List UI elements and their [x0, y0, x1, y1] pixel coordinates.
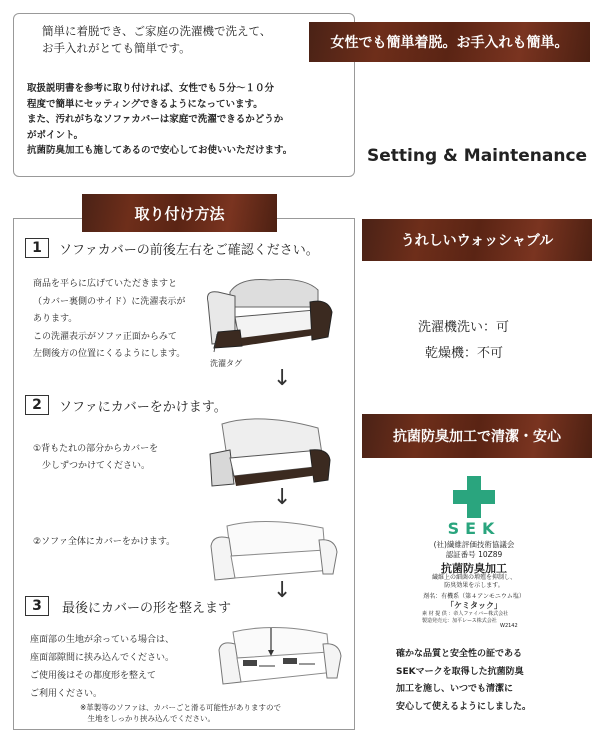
- arrow-2: ↓: [273, 485, 292, 510]
- step2-text-a: ①背もたれの部分からカバーを 少しずつかけてください。: [33, 444, 159, 471]
- step3-text: 座面部の生地が余っている場合は、 座面部隙間に挟み込んでください。 ご使用後はその都度形を整えて ご利用ください。: [30, 635, 175, 699]
- antibac-header: [362, 414, 592, 458]
- washable-header: [362, 219, 592, 261]
- sek-letters: SEK: [447, 519, 501, 538]
- step3-number: 3: [25, 596, 49, 616]
- step1-number: 1: [25, 238, 49, 258]
- top-banner-text: 女性でも簡単着脱。お手入れも簡単。: [330, 35, 569, 51]
- sek-cross-icon: [453, 476, 495, 518]
- sek-title: 抗菌防臭加工: [441, 562, 507, 575]
- step1-text: 商品を平らに広げていただきますと （カバー裏側のサイド）に洗濯表示が あります。 この洗濯表示がソファ正面からみて 左側後方の位置にくるようにします。: [33, 279, 186, 359]
- wash-tag-label: 洗濯タグ: [210, 359, 242, 368]
- sek-desc: 繊維上の細菌の増殖を抑制し、 防臭効果を示します。: [431, 574, 516, 589]
- antibac-header-text: 抗菌防臭加工で清潔・安心: [393, 429, 561, 445]
- sek-org: (社)繊維評価技術協議会: [433, 540, 515, 549]
- setting-title: Setting & Maintenance: [367, 146, 588, 166]
- sek-brand: 「ケミタック」: [446, 601, 502, 610]
- step2-title: ソファにカバーをかけます。: [59, 400, 227, 415]
- arrow-1: ↓: [273, 366, 292, 391]
- top-banner: [309, 22, 590, 62]
- sofa-image-1: [200, 262, 340, 362]
- sek-code: W2142: [500, 623, 518, 629]
- step2-number: 2: [25, 395, 49, 415]
- washable-line2: 乾燥機：不可: [425, 346, 504, 361]
- sofa-image-2: [200, 414, 340, 494]
- sek-cert: 認証番号 10Z89: [445, 550, 503, 559]
- intro-lead: 簡単に着脱でき、ご家庭の洗濯機で洗えて、 お手入れがとても簡単です。: [42, 24, 272, 55]
- sofa-image-4: [215, 618, 345, 693]
- step1-title: ソファカバーの前後左右をご確認ください。: [59, 243, 319, 258]
- washable-header-text: うれしいウォッシャブル: [400, 233, 554, 249]
- arrow-3: ↓: [273, 578, 292, 603]
- install-header-text: 取り付け方法: [134, 204, 225, 223]
- intro-body: 取扱説明書を参考に取り付ければ、女性でも５分～１０分 程度で簡単にセッティングできるようになっています。 また、汚れがちなソファカバーは家庭で洗濯できるかどうか がポイント。 抗菌防臭加工も施してあるので安心してお使いいただけます。: [27, 83, 293, 156]
- step3-title: 最後にカバーの形を整えます: [62, 601, 232, 616]
- antibac-desc: 確かな品質と安全性の証である SEKマークを取得した抗菌防臭 加工を施し、いつでも清潔に 安心して使えるようにしました。: [396, 649, 532, 712]
- step3-note: ※革製等のソファは、カバーごと滑る可能性がありますので 生地をしっかり挟み込んでください。: [80, 703, 281, 723]
- sek-card: [418, 472, 530, 628]
- sek-agent: 剤名：有機系（第４アンモニウム塩）: [423, 593, 525, 600]
- washable-line1: 洗濯機洗い：可: [418, 320, 510, 335]
- sofa-image-3: [205, 512, 340, 587]
- install-header: [82, 194, 277, 232]
- step2-text-b: ②ソファ全体にカバーをかけます。: [33, 537, 176, 547]
- sek-maker: 素 材 提 供 ：帝人ファイバー株式会社 製造発売元：加平レース株式会社: [422, 611, 509, 624]
